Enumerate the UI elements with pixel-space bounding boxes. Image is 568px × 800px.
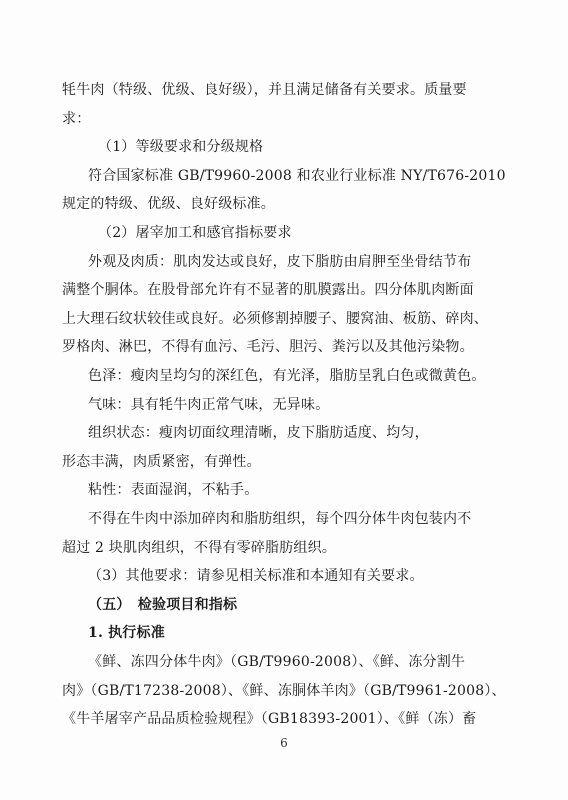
paragraph-line: 满整个胴体。在股骨部允许有不显著的肌膜露出。四分体肌肉断面 [62, 282, 474, 299]
paragraph-line: 色泽：瘦肉呈均匀的深红色，有光泽，脂肪呈乳白色或微黄色。 [88, 368, 486, 384]
paragraph-line: 组织状态：瘦肉切面纹理清晰，皮下脂肪适度、均匀， [88, 425, 429, 442]
paragraph-line: 超过 2 块肌肉组织，不得有零碎脂肪组织。 [62, 539, 337, 556]
paragraph-line: 符合国家标准 GB/T9960-2008 和农业行业标准 NY/T676-2010 [88, 167, 506, 184]
paragraph-line: 牦牛肉（特级、优级、良好级），并且满足储备有关要求。质量要 [62, 82, 467, 98]
paragraph-line: 不得在牛肉中添加碎肉和脂肪组织，每个四分体牛肉包装内不 [88, 511, 472, 527]
paragraph-line: （3）其他要求：请参见相关标准和本通知有关要求。 [88, 568, 424, 585]
paragraph-line: 《鲜、冻四分体牛肉》（GB/T9960-2008）、《鲜、冻分割牛 [88, 654, 466, 670]
paragraph-line: 气味：具有牦牛肉正常气味，无异味。 [88, 396, 330, 413]
paragraph-line: 求： [62, 110, 91, 127]
subsection-heading: （2）屠宰加工和感官指标要求 [98, 225, 292, 241]
paragraph-line: 粘性：表面湿润，不粘手。 [88, 482, 259, 499]
paragraph-line: 外观及肉质：肌肉发达或良好，皮下脂肪由肩胛至坐骨结节布 [88, 253, 472, 270]
section-heading: （五） 检验项目和指标 [88, 596, 238, 613]
paragraph-line: 《牛羊屠宰产品品质检验规程》（GB18393-2001）、《鲜（冻）畜 [62, 711, 477, 728]
paragraph-line: 罗格肉、淋巴，不得有血污、毛污、胆污、粪污以及其他污染物。 [62, 339, 474, 356]
subsection-heading: 1. 执行标准 [88, 625, 165, 642]
paragraph-line: 规定的特级、优级、良好级标准。 [62, 196, 275, 213]
paragraph-line: 形态丰满，肉质紧密，有弹性。 [62, 453, 261, 470]
page-number: 6 [280, 736, 288, 750]
paragraph-line: 肉》（GB/T17238-2008）、《鲜、冻胴体羊肉》（GB/T9961-2008）、 [62, 682, 506, 699]
subsection-heading: （1）等级要求和分级规格 [98, 139, 264, 156]
paragraph-line: 上大理石纹状较佳或良好。必须修割掉腰子、腰窝油、板筋、碎肉、 [62, 310, 488, 327]
